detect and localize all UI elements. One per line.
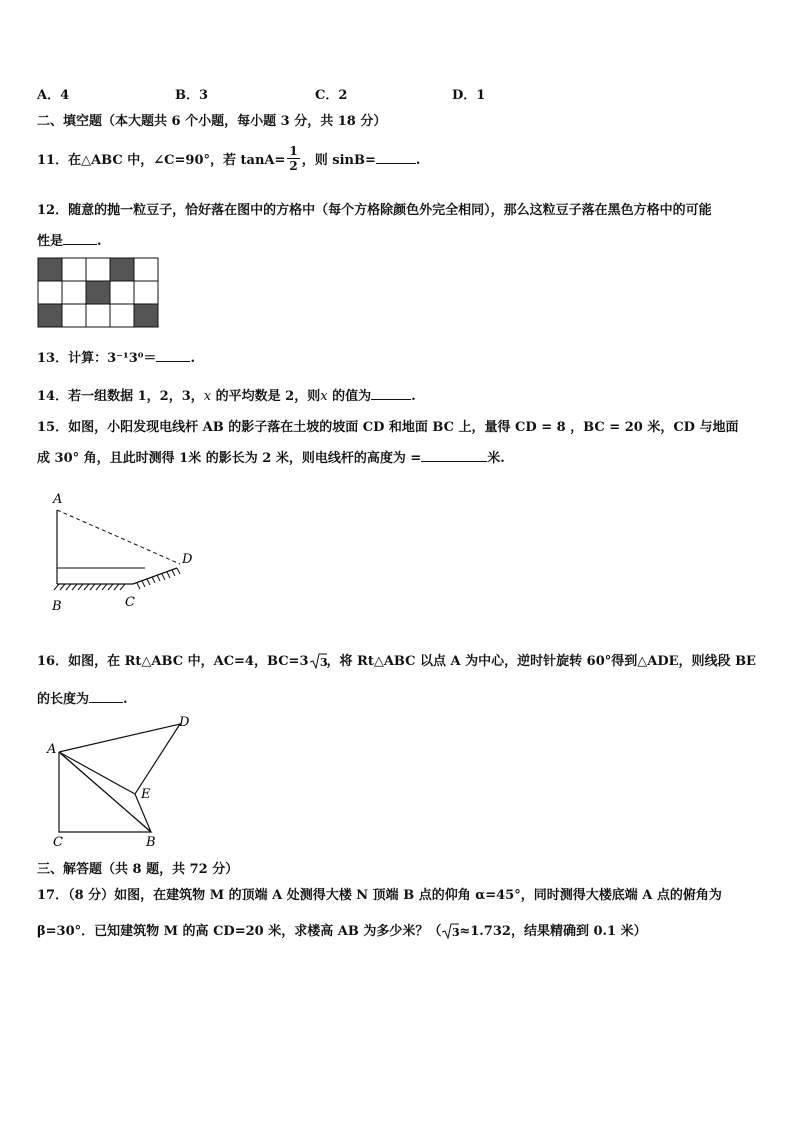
q14-text-mid: 的平均数是 2，则 — [211, 389, 321, 404]
q17-text-pre: β=30°．已知建筑物 M 的高 CD=20 米，求楼高 AB 为多少米？（ — [37, 924, 442, 939]
q11-text-post: ，则 sinB= — [301, 153, 376, 168]
q16-sqrt-arg: 3 — [319, 656, 327, 669]
grid-cell-dark — [110, 258, 134, 281]
question-16-line-2 — [37, 688, 128, 707]
grid-cell-white — [62, 281, 86, 304]
q14-variable-x: x — [203, 389, 212, 404]
question-12-line-2 — [37, 230, 102, 249]
sun-ray-dashed-line — [57, 510, 180, 564]
label-b: B — [52, 599, 62, 614]
grid-cell-dark — [38, 304, 62, 327]
q16-text-line2: 的长度为 — [37, 692, 90, 707]
q15-answer-blank — [421, 448, 487, 462]
q13-end: . — [190, 351, 195, 366]
section-3-heading: 三、解答题（共 8 题，共 72 分） — [37, 862, 239, 877]
grid-cell-white — [86, 304, 110, 327]
grid-cell-dark — [134, 304, 158, 327]
question-12-line-1: 12．随意的抛一粒豆子，恰好落在图中的方格中（每个方格除颜色外完全相同），那么这粒豆子落在黑色方格中的可能 — [37, 203, 712, 218]
q11-end: . — [415, 153, 421, 168]
q14-text-pre: 14．若一组数据 1，2，3， — [37, 389, 204, 404]
q15-text: 成 30° 角，且此时测得 1米 的影长为 2 米，则电线杆的高度为 = — [37, 451, 422, 466]
question-16-line-1 — [37, 650, 756, 670]
label-d: D — [182, 552, 193, 567]
q11-fraction — [287, 144, 299, 173]
triangle-ade — [59, 724, 180, 794]
grid-cell-white — [134, 281, 158, 304]
q12-answer-blank — [63, 231, 97, 245]
rotation-triangle-figure — [45, 712, 205, 850]
option-c: C．2 — [315, 88, 348, 103]
label-e: E — [141, 787, 151, 802]
q16-text-post: ，将 Rt△ABC 以点 A 为中心，逆时针旋转 60°得到△ADE，则线段 BE — [326, 654, 756, 669]
q15-end: 米. — [487, 451, 505, 466]
label-c: C — [53, 835, 63, 850]
grid-cell-white — [110, 281, 134, 304]
q12-end: . — [97, 234, 102, 249]
q14-variable-x-2: x — [320, 389, 328, 404]
q14-answer-blank — [371, 386, 411, 400]
option-d: D．1 — [452, 88, 486, 103]
grid-cell-white — [110, 304, 134, 327]
q13-text: 13．计算：3⁻¹3⁰＝ — [37, 351, 157, 366]
colored-grid-figure — [37, 257, 159, 329]
label-d: D — [179, 715, 190, 730]
label-a: A — [53, 492, 63, 507]
question-13 — [37, 347, 195, 366]
question-14 — [37, 385, 416, 404]
question-15-line-2 — [37, 447, 505, 466]
q16-text-pre: 16．如图，在 Rt△ABC 中，AC=4，BC=3 — [37, 654, 309, 669]
question-11 — [37, 146, 420, 175]
q17-text-post: ≈1.732，结果精确到 0.1 米） — [459, 924, 647, 939]
grid-cell-dark — [86, 281, 110, 304]
question-17-line-1: 17．（8 分）如图，在建筑物 M 的顶端 A 处测得大楼 N 顶端 B 点的仰角 α=45°，同时测得大楼底端 A 点的俯角为 — [37, 888, 722, 903]
q16-end: . — [123, 692, 128, 707]
q17-sqrt — [441, 923, 459, 940]
q16-sqrt — [309, 653, 327, 670]
grid-cell-white — [86, 258, 110, 281]
grid-cell-white — [62, 304, 86, 327]
question-15-line-1: 15．如图，小阳发现电线杆 AB 的影子落在土坡的坡面 CD 和地面 BC 上，量得 CD = 8 ，BC = 20 米，CD 与地面 — [37, 420, 739, 435]
q11-denominator: 2 — [289, 159, 298, 173]
section-2-heading: 二、填空题（本大题共 6 个小题，每小题 3 分，共 18 分） — [37, 114, 387, 129]
q13-answer-blank — [156, 348, 190, 362]
option-b: B．3 — [175, 88, 209, 103]
label-a: A — [47, 742, 57, 757]
grid-cell-white — [62, 258, 86, 281]
grid-cell-white — [134, 258, 158, 281]
slope-cd-line — [133, 568, 177, 584]
question-17-line-2 — [37, 920, 647, 940]
label-b: B — [146, 835, 156, 850]
ground-hatching — [54, 584, 125, 590]
slope-hatching — [137, 568, 180, 589]
q14-text-post: 的值为 — [327, 389, 372, 404]
segment-ab — [59, 752, 151, 832]
q17-sqrt-arg: 3 — [452, 926, 460, 939]
utility-pole-shadow-figure — [45, 488, 210, 618]
label-c: C — [125, 595, 135, 610]
grid-cell-white — [38, 281, 62, 304]
q12-text: 性是 — [37, 234, 64, 249]
q16-answer-blank — [89, 689, 123, 703]
option-a: A．4 — [37, 88, 70, 103]
q11-text-pre: 11．在△ABC 中，∠C=90°，若 tanA= — [37, 153, 286, 168]
q11-numerator: 1 — [289, 144, 298, 158]
q14-end: . — [411, 389, 416, 404]
grid-cell-dark — [38, 258, 62, 281]
q11-answer-blank — [376, 150, 416, 164]
